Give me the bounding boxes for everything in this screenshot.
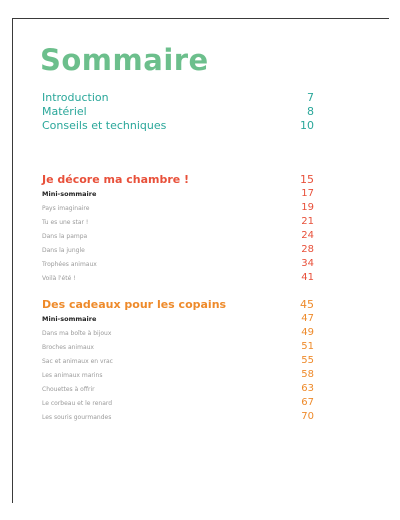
toc-entry[interactable]	[42, 327, 314, 338]
toc-entry-label: Chouettes à offrir	[42, 386, 95, 393]
toc-entry-label: Pays imaginaire	[42, 205, 90, 212]
mini-sommaire-entry[interactable]	[42, 313, 314, 324]
toc-entry-label: Mini-sommaire	[42, 315, 97, 323]
section-heading-cadeaux[interactable]	[42, 298, 314, 311]
toc-entry-label: Dans la pampa	[42, 233, 88, 240]
toc-entry-label: Mini-sommaire	[42, 190, 97, 198]
toc-entry-page: 63	[301, 383, 314, 394]
toc-entry[interactable]	[42, 383, 314, 394]
section-page: 45	[300, 298, 314, 311]
book-page	[12, 18, 389, 503]
toc-entry-materiel[interactable]	[42, 105, 314, 118]
toc-entry-page: 58	[301, 369, 314, 380]
toc-entry-label: Trophées animaux	[42, 261, 97, 268]
toc-entry-page: 51	[301, 341, 314, 352]
toc-entry-label: Conseils et techniques	[42, 119, 167, 132]
toc-entry-page: 19	[301, 202, 314, 213]
toc-entry-page: 34	[301, 258, 314, 269]
section-heading-chambre[interactable]	[42, 173, 314, 186]
toc-entry-label: Dans ma boîte à bijoux	[42, 330, 112, 337]
toc-entry-page: 21	[301, 216, 314, 227]
toc-entry[interactable]	[42, 411, 314, 422]
toc-entry-label: Introduction	[42, 91, 109, 104]
toc-entry[interactable]	[42, 216, 314, 227]
mini-sommaire-entry[interactable]	[42, 188, 314, 199]
toc-entry-label: Tu es une star !	[42, 219, 89, 226]
toc-entry[interactable]	[42, 202, 314, 213]
toc-entry-page: 55	[301, 355, 314, 366]
toc-entry[interactable]	[42, 230, 314, 241]
toc-entry-page: 49	[301, 327, 314, 338]
toc-entry-page: 24	[301, 230, 314, 241]
toc-entry-label: Voilà l'été !	[42, 275, 76, 282]
toc-entry-introduction[interactable]	[42, 91, 314, 104]
toc-entry-page: 41	[301, 272, 314, 283]
section-page: 15	[300, 173, 314, 186]
toc-entry-page: 17	[301, 188, 314, 199]
toc-entry-label: Le corbeau et le renard	[42, 400, 113, 407]
toc-entry[interactable]	[42, 369, 314, 380]
toc-entry-label: Broches animaux	[42, 344, 94, 351]
toc-entry-label: Les souris gourmandes	[42, 414, 112, 421]
toc-entry-page: 67	[301, 397, 314, 408]
toc-entry-label: Les animaux marins	[42, 372, 103, 379]
toc-entry[interactable]	[42, 341, 314, 352]
page-title: Sommaire	[40, 43, 209, 77]
toc-entry[interactable]	[42, 272, 314, 283]
toc-entry-conseils[interactable]	[42, 119, 314, 132]
section-title: Je décore ma chambre !	[42, 173, 190, 186]
toc-entry-label: Matériel	[42, 105, 87, 118]
toc-entry-page: 47	[301, 313, 314, 324]
toc-entry-page: 7	[307, 91, 314, 104]
toc-entry-page: 10	[300, 119, 314, 132]
toc-entry[interactable]	[42, 244, 314, 255]
toc-entry-page: 28	[301, 244, 314, 255]
toc-entry-label: Dans la jungle	[42, 247, 85, 254]
toc-entry[interactable]	[42, 397, 314, 408]
toc-entry-page: 70	[301, 411, 314, 422]
section-title: Des cadeaux pour les copains	[42, 298, 227, 311]
toc-entry[interactable]	[42, 355, 314, 366]
toc-entry-page: 8	[307, 105, 314, 118]
toc-entry-label: Sac et animaux en vrac	[42, 358, 113, 365]
toc-entry[interactable]	[42, 258, 314, 269]
